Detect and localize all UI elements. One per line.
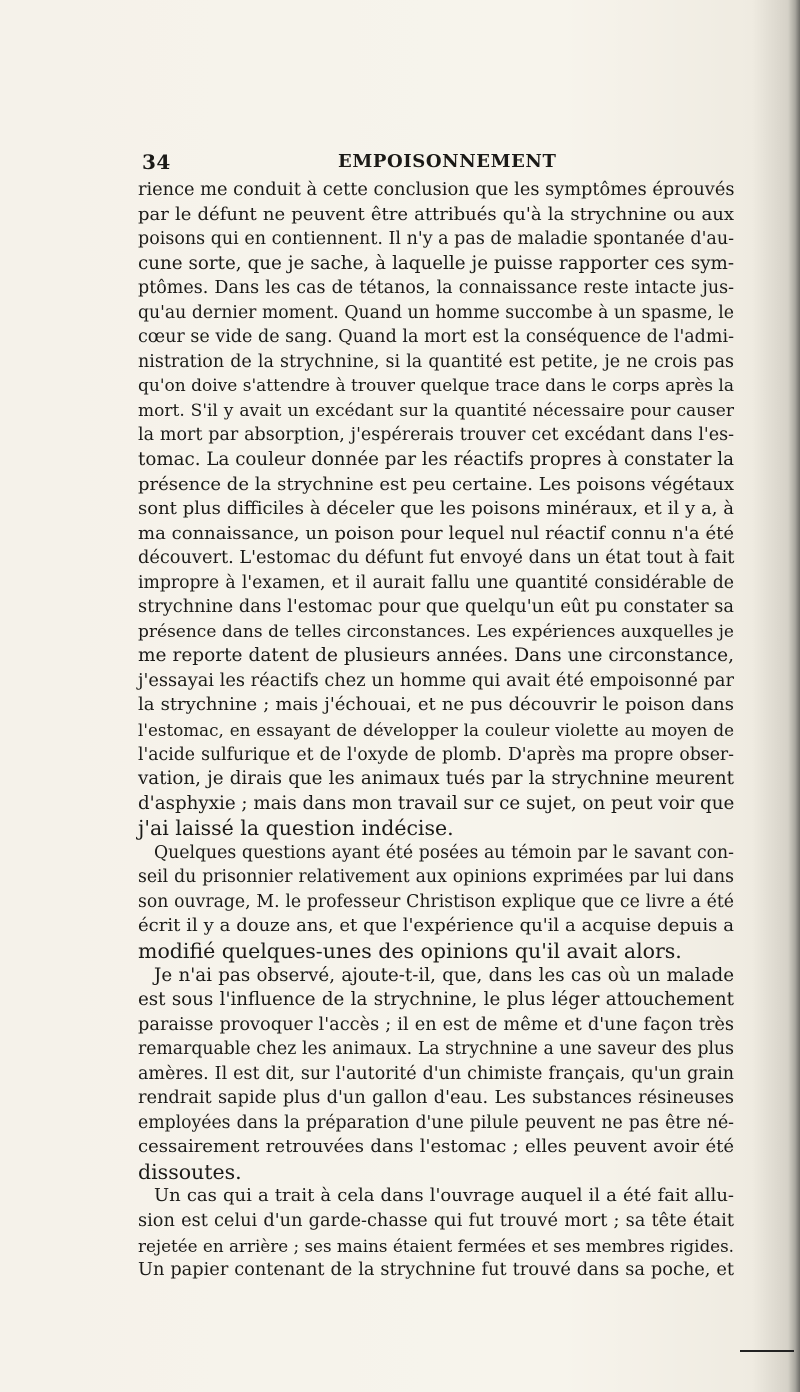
text-line: strychnine dans l'estomac pour que quelqu'un eût pu constater sa: [138, 597, 734, 618]
text-line: rendrait sapide plus d'un gallon d'eau. Les substances résineuses: [138, 1088, 734, 1109]
text-line: son ouvrage, M. le professeur Christison explique que ce livre a été: [138, 891, 734, 912]
page-number: 34: [142, 150, 171, 174]
text-line: impropre à l'examen, et il aurait fallu une quantité considérable de: [138, 572, 734, 593]
page-edge-shadow: [788, 0, 800, 1392]
text-line: nistration de la strychnine, si la quantité est petite, je ne crois pas: [138, 351, 734, 372]
text-line: sont plus difficiles à déceler que les poisons minéraux, et il y a, à: [138, 498, 734, 520]
text-line: d'asphyxie ; mais dans mon travail sur ce sujet, on peut voir que: [138, 792, 735, 814]
text-line: cessairement retrouvées dans l'estomac ; elles peuvent avoir été: [138, 1136, 734, 1158]
text-line: l'estomac, en essayant de développer la couleur violette au moyen de: [138, 720, 734, 741]
paragraph-start-line: Un cas qui a trait à cela dans l'ouvrage auquel il a été fait allu-: [154, 1185, 734, 1207]
text-line: est sous l'influence de la strychnine, le plus léger attouchement: [138, 989, 734, 1011]
text-line: l'acide sulfurique et de l'oxyde de plomb. D'après ma propre obser-: [138, 744, 734, 765]
text-line: la strychnine ; mais j'échouai, et ne pus découvrir le poison dans: [138, 694, 734, 716]
text-line: mort. S'il y avait un excédant sur la quantité nécessaire pour causer: [138, 400, 734, 421]
text-line: la mort par absorption, j'espérerais trouver cet excédant dans l'es-: [138, 425, 734, 446]
text-line: cœur se vide de sang. Quand la mort est la conséquence de l'admi-: [138, 327, 734, 348]
text-line: remarquable chez les animaux. La strychnine a une saveur des plus: [138, 1039, 734, 1060]
text-line: rejetée en arrière ; ses mains étaient fermées et ses membres rigides.: [138, 1235, 734, 1256]
text-line: découvert. L'estomac du défunt fut envoyé dans un état tout à fait: [138, 548, 735, 569]
text-line: amères. Il est dit, sur l'autorité d'un chimiste français, qu'un grain: [138, 1063, 734, 1084]
text-line: ptômes. Dans les cas de tétanos, la connaissance reste intacte jus-: [138, 278, 734, 299]
text-line: qu'au dernier moment. Quand un homme succombe à un spasme, le: [138, 302, 734, 323]
text-line: cune sorte, que je sache, à laquelle je puisse rapporter ces sym-: [138, 252, 734, 274]
bottom-edge-rule: [740, 1350, 794, 1352]
text-line: poisons qui en contiennent. Il n'y a pas de maladie spontanée d'au-: [138, 229, 734, 250]
paragraph-end-line: j'ai laissé la question indécise.: [138, 816, 454, 841]
text-line: employées dans la préparation d'une pilule peuvent ne pas être né-: [138, 1112, 734, 1133]
paragraph-end-line: dissoutes.: [138, 1159, 242, 1184]
text-line: me reporte datent de plusieurs années. Dans une circonstance,: [138, 645, 734, 667]
text-line: présence de la strychnine est peu certaine. Les poisons végétaux: [138, 473, 734, 495]
text-line: par le défunt ne peuvent être attribués qu'à la strychnine ou aux: [138, 203, 734, 225]
text-line: qu'on doive s'attendre à trouver quelque trace dans le corps après la: [138, 376, 734, 397]
text-line: rience me conduit à cette conclusion que les symptômes éprouvés: [138, 180, 735, 200]
body-text: [138, 178, 734, 1283]
text-line: présence dans de telles circonstances. Les expériences auxquelles je: [138, 621, 734, 642]
text-line: Un papier contenant de la strychnine fut trouvé dans sa poche, et: [138, 1260, 734, 1281]
text-line: vation, je dirais que les animaux tués par la strychnine meurent: [138, 768, 734, 790]
running-head: EMPOISONNEMENT: [338, 151, 557, 172]
text-line: j'essayai les réactifs chez un homme qui avait été empoisonné par: [138, 670, 734, 691]
text-line: écrit il y a douze ans, et que l'expérience qu'il a acquise depuis a: [138, 915, 734, 937]
text-line: sion est celui d'un garde-chasse qui fut trouvé mort ; sa tête était: [138, 1210, 734, 1231]
text-line: paraisse provoquer l'accès ; il en est de même et d'une façon très: [138, 1014, 734, 1035]
paragraph-start-line: Quelques questions ayant été posées au témoin par le savant con-: [154, 842, 734, 863]
paragraph-end-line: modifié quelques-unes des opinions qu'il avait alors.: [138, 938, 682, 963]
text-line: tomac. La couleur donnée par les réactifs propres à constater la: [138, 449, 734, 471]
text-line: ma connaissance, un poison pour lequel nul réactif connu n'a été: [138, 522, 734, 544]
paragraph-start-line: Je n'ai pas observé, ajoute-t-il, que, dans les cas où un malade: [154, 964, 734, 986]
text-line: seil du prisonnier relativement aux opinions exprimées par lui dans: [138, 867, 734, 888]
